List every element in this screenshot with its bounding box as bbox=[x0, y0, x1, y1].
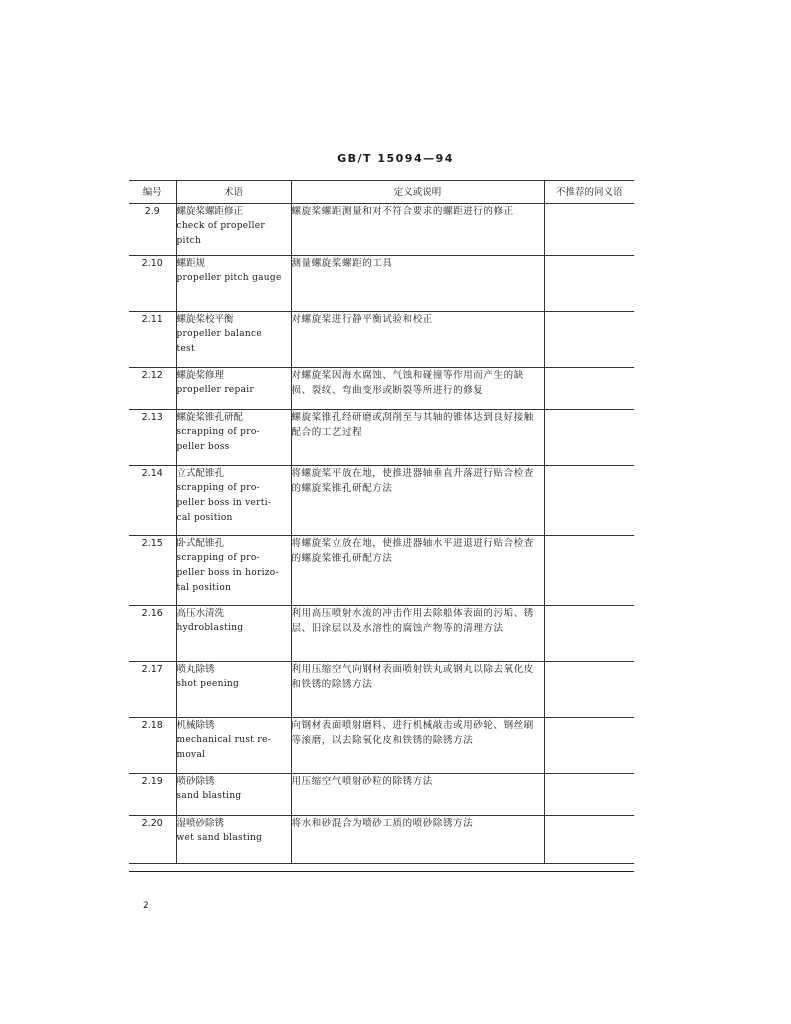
table-row bbox=[129, 662, 634, 718]
definition-cell: 螺旋桨锥孔经研磨或刮削至与其轴的锥体达到良好接触配合的工艺过程 bbox=[291, 410, 544, 466]
synonym-cell bbox=[544, 662, 634, 718]
term-cell bbox=[176, 466, 291, 536]
term-english: wet sand blasting bbox=[176, 833, 263, 843]
synonym-cell bbox=[544, 204, 634, 256]
definition-cell: 利用高压喷射水流的冲击作用去除船体表面的污垢、锈层、旧涂层以及水溶性的腐蚀产物等的清理方法 bbox=[291, 606, 544, 662]
synonym-cell bbox=[544, 536, 634, 606]
definition-cell: 对螺旋桨因海水腐蚀、气蚀和碰撞等作用而产生的缺损、裂纹、弯曲变形或断裂等所进行的修复 bbox=[291, 368, 544, 410]
term-chinese: 螺旋桨修理 bbox=[176, 370, 225, 381]
table-row bbox=[129, 466, 634, 536]
term-chinese: 湿喷砂除锈 bbox=[176, 818, 225, 829]
synonym-cell bbox=[544, 816, 634, 864]
definition-cell: 用压缩空气喷射砂粒的除锈方法 bbox=[291, 774, 544, 816]
synonym-cell bbox=[544, 466, 634, 536]
synonym-cell bbox=[544, 256, 634, 312]
definition-cell: 利用压缩空气向钢材表面喷射铁丸或钢丸以除去氧化皮和铁锈的除锈方法 bbox=[291, 662, 544, 718]
term-chinese: 螺旋桨螺距修正 bbox=[176, 206, 244, 217]
term-number: 2.14 bbox=[129, 466, 176, 536]
synonym-cell bbox=[544, 606, 634, 662]
page-number: 2 bbox=[143, 901, 149, 911]
term-english: tal position bbox=[176, 583, 232, 593]
synonym-cell bbox=[544, 368, 634, 410]
term-chinese: 立式配锥孔 bbox=[176, 468, 225, 479]
term-english: moval bbox=[176, 750, 206, 760]
term-english: peller boss in verti- bbox=[176, 498, 272, 508]
term-english: propeller balance bbox=[176, 329, 262, 339]
term-cell bbox=[176, 816, 291, 864]
term-cell bbox=[176, 368, 291, 410]
term-english: test bbox=[176, 344, 195, 354]
terms-table bbox=[129, 180, 634, 864]
synonym-cell bbox=[544, 718, 634, 774]
definition-cell: 螺旋桨螺距测量和对不符合要求的螺距进行的修正 bbox=[291, 204, 544, 256]
term-cell bbox=[176, 606, 291, 662]
term-number: 2.16 bbox=[129, 606, 176, 662]
term-chinese: 卧式配锥孔 bbox=[176, 538, 225, 549]
term-number: 2.19 bbox=[129, 774, 176, 816]
term-english: mechanical rust re- bbox=[176, 735, 271, 745]
header-term: 术语 bbox=[176, 181, 291, 204]
term-english: check of propeller bbox=[176, 221, 265, 231]
table-row bbox=[129, 204, 634, 256]
term-cell bbox=[176, 774, 291, 816]
term-number: 2.11 bbox=[129, 312, 176, 368]
term-chinese: 螺距规 bbox=[176, 258, 206, 269]
term-english: scrapping of pro- bbox=[176, 427, 260, 437]
term-english: pitch bbox=[176, 236, 202, 246]
term-cell bbox=[176, 718, 291, 774]
term-cell bbox=[176, 536, 291, 606]
term-number: 2.20 bbox=[129, 816, 176, 864]
synonym-cell bbox=[544, 312, 634, 368]
term-number: 2.9 bbox=[129, 204, 176, 256]
table-row bbox=[129, 312, 634, 368]
header-num: 编号 bbox=[129, 181, 176, 204]
definition-cell: 向钢材表面喷射磨料、进行机械敲击或用砂轮、钢丝刷等滚磨，以去除氧化皮和铁锈的除锈方法 bbox=[291, 718, 544, 774]
term-english: scrapping of pro- bbox=[176, 483, 260, 493]
table-row bbox=[129, 368, 634, 410]
term-chinese: 喷砂除锈 bbox=[176, 776, 215, 787]
term-english: hydroblasting bbox=[176, 623, 244, 633]
synonym-cell bbox=[544, 774, 634, 816]
header-synonym: 不推荐的同义语 bbox=[544, 181, 634, 204]
table-row bbox=[129, 774, 634, 816]
term-english: peller boss bbox=[176, 442, 230, 452]
term-english: peller boss in horizo- bbox=[176, 568, 279, 578]
standard-header: GB/T 15094—94 bbox=[337, 152, 454, 165]
term-chinese: 螺旋桨锥孔研配 bbox=[176, 412, 244, 423]
header-definition: 定义或说明 bbox=[291, 181, 544, 204]
term-chinese: 机械除锈 bbox=[176, 720, 215, 731]
synonym-cell bbox=[544, 410, 634, 466]
definition-cell: 将螺旋桨平放在地，使推进器轴垂直升落进行贴合检查的螺旋桨锥孔研配方法 bbox=[291, 466, 544, 536]
term-cell bbox=[176, 410, 291, 466]
term-english: sand blasting bbox=[176, 791, 242, 801]
term-english: shot peening bbox=[176, 679, 240, 689]
term-number: 2.10 bbox=[129, 256, 176, 312]
term-cell bbox=[176, 256, 291, 312]
term-english: scrapping of pro- bbox=[176, 553, 260, 563]
term-english: propeller pitch gauge bbox=[176, 273, 282, 283]
term-chinese: 高压水清洗 bbox=[176, 608, 225, 619]
term-chinese: 喷丸除锈 bbox=[176, 664, 215, 675]
term-number: 2.17 bbox=[129, 662, 176, 718]
term-cell bbox=[176, 204, 291, 256]
term-number: 2.18 bbox=[129, 718, 176, 774]
term-cell bbox=[176, 312, 291, 368]
term-cell bbox=[176, 662, 291, 718]
table-row bbox=[129, 536, 634, 606]
table-row bbox=[129, 718, 634, 774]
term-chinese: 螺旋桨校平衡 bbox=[176, 314, 234, 325]
definition-cell: 将水和砂混合为喷砂工质的喷砂除锈方法 bbox=[291, 816, 544, 864]
term-number: 2.12 bbox=[129, 368, 176, 410]
table-row bbox=[129, 606, 634, 662]
term-number: 2.15 bbox=[129, 536, 176, 606]
term-english: cal position bbox=[176, 513, 233, 523]
definition-cell: 对螺旋桨进行静平衡试验和校正 bbox=[291, 312, 544, 368]
table-row bbox=[129, 816, 634, 864]
definition-cell: 将螺旋桨立放在地，使推进器轴水平进退进行贴合检查的螺旋桨锥孔研配方法 bbox=[291, 536, 544, 606]
table-row bbox=[129, 410, 634, 466]
bottom-rule bbox=[129, 871, 634, 872]
term-number: 2.13 bbox=[129, 410, 176, 466]
table-header-row bbox=[129, 181, 634, 204]
table-row bbox=[129, 256, 634, 312]
term-english: propeller repair bbox=[176, 385, 255, 395]
definition-cell: 测量螺旋桨螺距的工具 bbox=[291, 256, 544, 312]
